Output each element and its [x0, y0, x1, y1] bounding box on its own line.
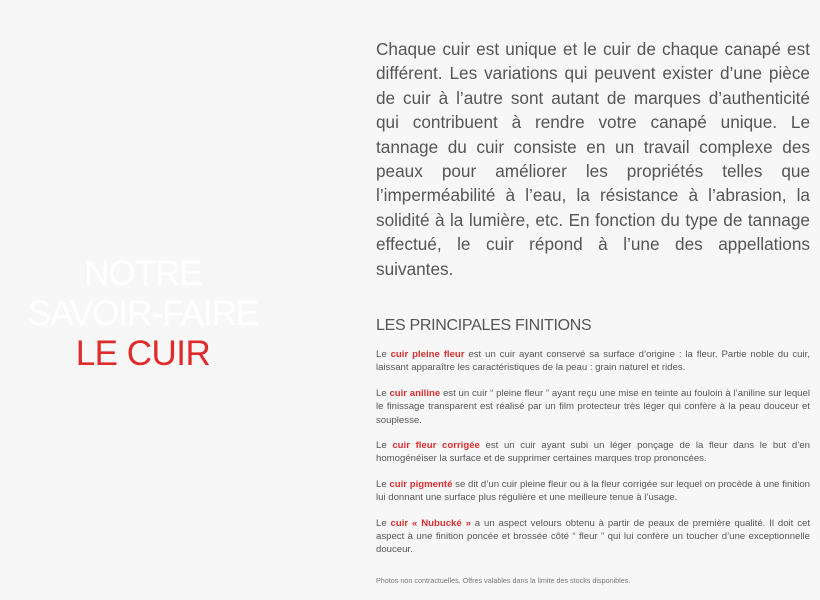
finish-description: est un cuir “ pleine fleur ” ayant reçu une mise en teinte au fouloin à l’aniline sur lequel le finissage transparent est réalisé par un film protecteur très léger qui confère à la peau douceur et souplesse. [376, 387, 810, 426]
finish-term: cuir aniline [389, 387, 441, 399]
footnote-disclaimer: Photos non contractuelles. Offres valables dans la limite des stocks disponibles. [376, 576, 631, 585]
finish-prefix: Le [376, 517, 391, 529]
finish-description: a un aspect velours obtenu à partir de peaux de première qualité. Il doit cet aspect à une finition poncée et brossée côté “ fleur ” qui lui confère un toucher d’une exceptionnelle douceur. [376, 517, 811, 556]
finish-item-aniline [376, 387, 810, 427]
finish-description: est un cuir ayant conservé sa surface d’origine : la fleur. Partie noble du cuir, laissant apparaître les caractéristiques de la peau : grain naturel et rides. [376, 349, 810, 374]
finish-term: cuir fleur corrigée [392, 440, 480, 452]
finish-description: est un cuir ayant subi un léger ponçage de la fleur dans le but d’en homogénéiser la surface et de supprimer certaines marques trop prononcées. [376, 440, 810, 465]
intro-paragraph: Chaque cuir est unique et le cuir de chaque canapé est différent. Les variations qui peuvent exister d’une pièce de cuir à l’autre sont autant de marques d’authenticité qui contribuent à rendre votre canapé unique. Le tannage du cuir consiste en un travail complexe des peaux pour améliorer les propriétés telles que l’imperméabilité à l’eau, la résistance à l’abrasion, la solidité à la lumière, etc. En fonction du type de tannage effectué, le cuir répond à l’une des appellations suivantes. [376, 39, 810, 279]
finish-prefix: Le [376, 478, 390, 490]
finish-prefix: Le [376, 349, 391, 360]
finish-term: cuir « Nubucké » [390, 517, 471, 529]
title-line-savoir-faire: SAVOIR-FAIRE [27, 294, 259, 333]
title-line-notre: NOTRE [84, 254, 202, 293]
finish-description: se dit d’un cuir pleine fleur ou à la fleur corrigée sur lequel on procède à une finition lui donnant une surface plus régulière et une meilleure tenue à l’usage. [376, 478, 810, 504]
finish-item-fleur-corrigee [376, 439, 810, 466]
finish-prefix: Le [376, 440, 393, 452]
finish-item-nubucke [376, 517, 810, 557]
finish-item-pleine-fleur [376, 348, 810, 375]
title-line-le-cuir: LE CUIR [75, 334, 211, 373]
finish-term: cuir pleine fleur [390, 349, 465, 360]
finish-prefix: Le [376, 387, 390, 399]
page-title [0, 254, 286, 374]
section-heading: LES PRINCIPALES FINITIONS [376, 317, 592, 334]
finishes-list [376, 348, 810, 569]
finish-term: cuir pigmenté [389, 478, 453, 490]
finish-item-pigmente [376, 478, 810, 505]
